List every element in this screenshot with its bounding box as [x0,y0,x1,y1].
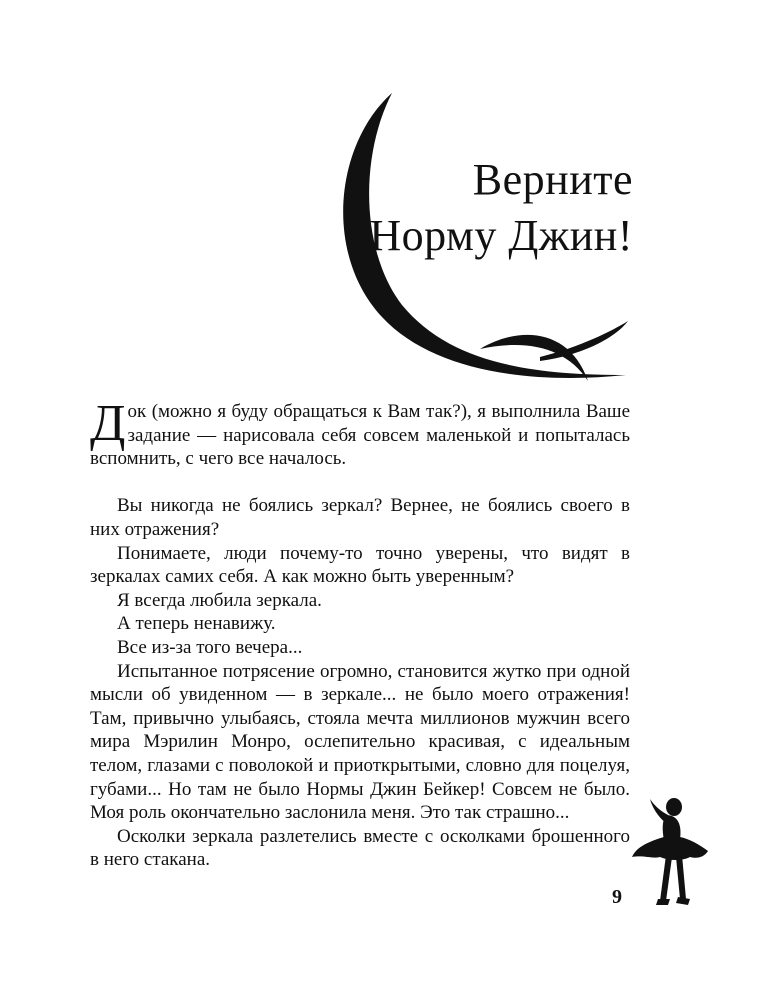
paragraph-4: Я всегда любила зеркала. [117,589,322,611]
paragraph-8: Осколки зеркала разлетелись вместе с осколками брошенного в него стакана. [90,825,630,871]
drop-cap: Д [90,395,126,452]
paragraph-1: Док (можно я буду обращаться к Вам так?), я выполнила Ваше задание — нарисовала себя совсем маленькой и попыталась вспомнить, с чего все началось. [90,395,630,470]
paragraph-2: Вы никогда не боялись зеркал? Вернее, не боялись своего в них отражения? [90,495,630,540]
page-number: 9 [612,886,622,908]
chapter-body [90,395,630,872]
chapter-title-line-2: Норму Джин! [369,211,633,260]
paragraph-5: А теперь ненавижу. [117,613,276,635]
chapter-title-line-1: Верните [472,155,633,204]
dancer-silhouette-icon [630,795,710,915]
paragraph-3: Понимаете, люди почему-то точно уверены, что видят в зеркалах самих себя. А как можно быть уверенным? [90,542,630,588]
paragraph-7: Испытанное потрясение огромно, становится жутко при одной мысли об увиденном — в зеркале... не было моего отражения! Там, привычно улыбаясь, стояла мечта миллионов мужчин всего мира Мэрилин Монро, ослепительно красивая, с идеальным телом, глазами с поволокой и приоткрытыми, словно для поцелуя, губами... Но там не было Нормы Джин Бейкер! Совсем не было. Моя роль окончательно заслонила меня. Это так страшно... [90,660,630,824]
paragraph-6: Все из-за того вечера... [117,636,303,658]
chapter-title [369,152,633,264]
